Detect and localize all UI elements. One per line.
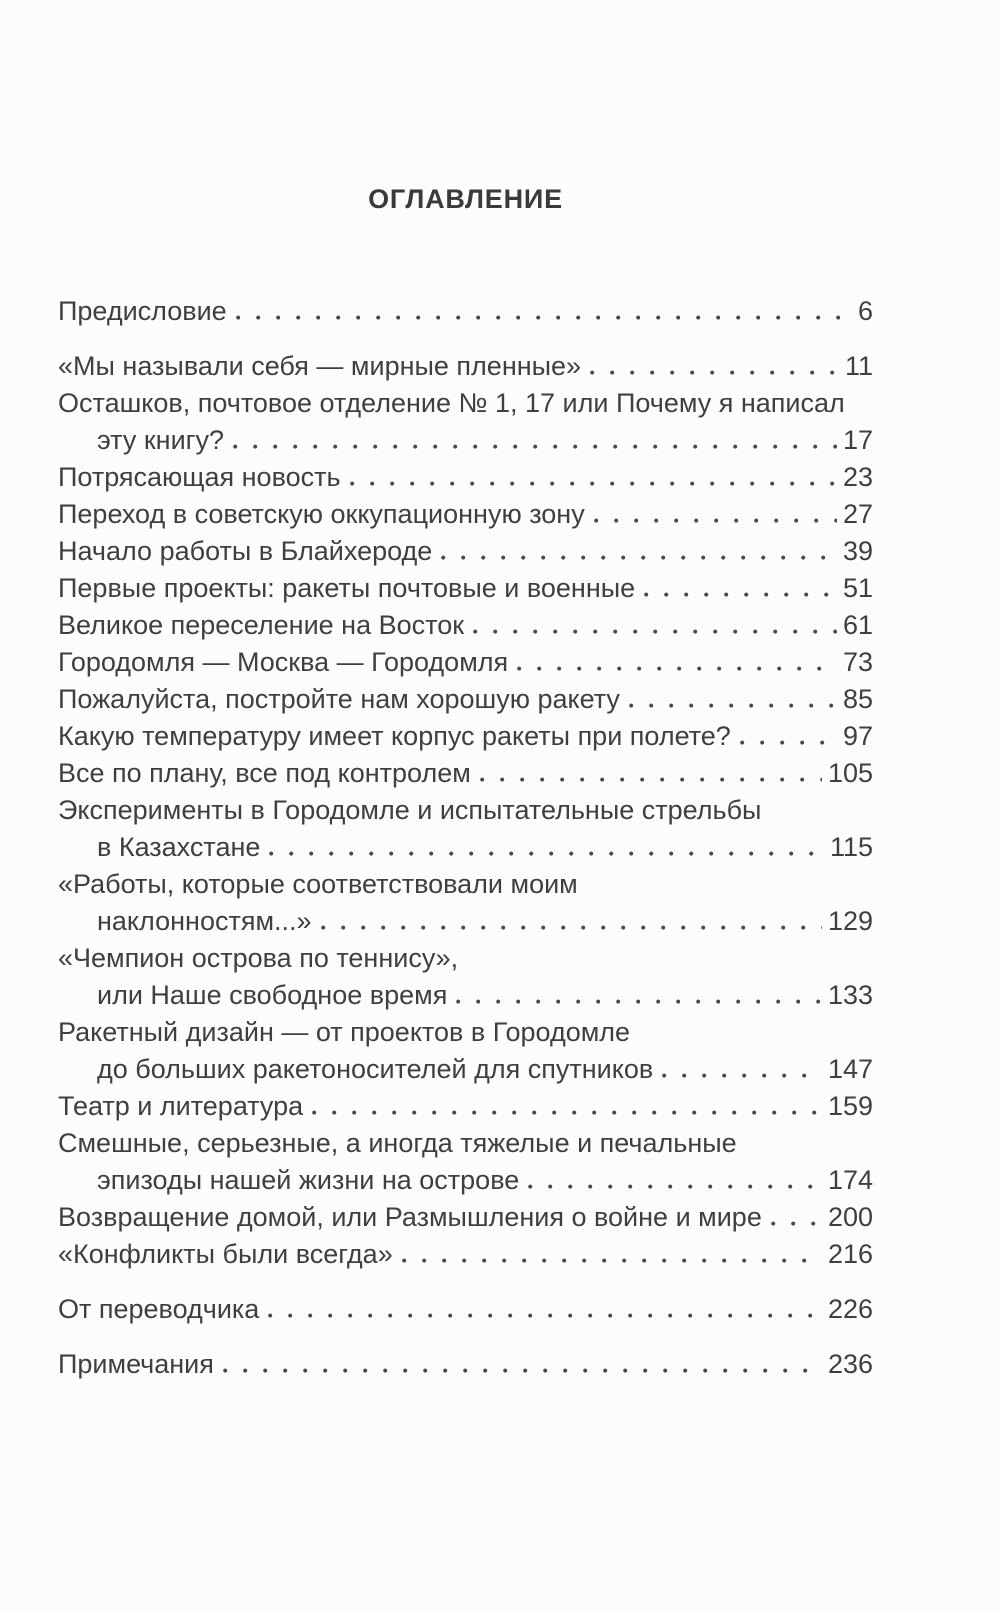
chapter-title-text: Переход в советскую оккупационную зону [58,499,585,529]
chapter-title-text: Осташков, почтовое отделение № 1, 17 или Почему я написал [58,388,845,418]
chapter-title-text: Предисловие [58,296,227,326]
toc-line [58,1162,873,1199]
toc-line [58,570,873,607]
chapter-title-text: до больших ракетоносителей для спутников [97,1054,654,1084]
toc-entry [58,385,873,459]
toc-entry [58,459,873,496]
dot-leader [236,304,852,320]
toc-line [58,977,873,1014]
page-number: 105 [827,758,873,788]
toc-line [58,1125,873,1162]
dot-leader [517,655,837,671]
dot-leader [594,507,837,523]
toc-line [58,607,873,644]
toc-line [58,1199,873,1236]
page-number: 216 [827,1239,873,1269]
toc-line [58,459,873,496]
toc-entry [58,1088,873,1125]
toc-line [58,1236,873,1273]
chapter-title-text: Эксперименты в Городомле и испытательные стрельбы [58,795,762,825]
toc-entry [58,755,873,792]
toc-line [58,718,873,755]
page-number: 97 [842,721,873,751]
dot-leader [312,1099,822,1115]
toc-line [58,792,873,829]
toc-entry [58,293,873,330]
page-number: 236 [827,1349,873,1379]
toc-line [58,829,873,866]
dot-leader [402,1247,822,1263]
toc-line [58,940,873,977]
chapter-title-text: эту книгу? [97,425,225,455]
toc-line [58,293,873,330]
toc-line [58,533,873,570]
page-number: 27 [842,499,873,529]
toc-line [58,681,873,718]
chapter-title-text: Великое переселение на Восток [58,610,465,640]
toc-line [58,1051,873,1088]
toc-entry [58,1291,873,1328]
page-number: 226 [827,1294,873,1324]
page-title: ОГЛАВЛЕНИЕ [368,184,563,214]
toc-line [58,1088,873,1125]
toc-entry [58,1014,873,1088]
chapter-title-text: Театр и литература [58,1091,304,1121]
toc-entry [58,607,873,644]
page-number: 147 [827,1054,873,1084]
dot-leader [350,470,837,486]
page-number: 73 [842,647,873,677]
toc-line [58,1346,873,1383]
toc-entry [58,496,873,533]
page-number: 133 [827,980,873,1010]
chapter-title-text: «Чемпион острова по теннису», [58,943,459,973]
dot-leader [233,433,837,449]
dot-leader [740,729,837,745]
dot-leader [480,766,822,782]
dot-leader [441,544,837,560]
page-number: 11 [844,351,873,381]
page-number: 129 [827,906,873,936]
toc-line [58,1291,873,1328]
toc-line [58,385,873,422]
chapter-title-text: Все по плану, все под контролем [58,758,471,788]
chapter-title-text: Какую температуру имеет корпус ракеты при полете? [58,721,731,751]
chapter-title-text: От переводчика [58,1294,260,1324]
dot-leader [590,359,839,375]
chapter-title-text: Потрясающая новость [58,462,341,492]
chapter-title-text: Примечания [58,1349,214,1379]
page-number: 85 [842,684,873,714]
toc-entry [58,533,873,570]
toc-entry [58,348,873,385]
toc-line [58,348,873,385]
toc-entry [58,570,873,607]
chapter-title-text: эпизоды нашей жизни на острове [97,1165,520,1195]
dot-leader [629,692,837,708]
dot-leader [269,840,824,856]
page-number: 61 [842,610,873,640]
chapter-title-text: «Мы называли себя — мирные пленные» [58,351,582,381]
toc-entry [58,940,873,1014]
dot-leader [771,1210,822,1226]
chapter-title-text: Городомля — Москва — Городомля [58,647,509,677]
page-number: 6 [857,296,873,326]
page-number: 17 [842,425,873,455]
toc-line [58,903,873,940]
dot-leader [223,1357,822,1373]
chapter-title-text: наклонностям...» [97,906,312,936]
toc-entry [58,644,873,681]
dot-leader [268,1302,822,1318]
toc-entry [58,866,873,940]
toc-entry [58,1125,873,1199]
dot-leader [644,581,837,597]
dot-leader [662,1062,822,1078]
toc-entry [58,1236,873,1273]
toc-entry [58,681,873,718]
dot-leader [321,914,822,930]
dot-leader [473,618,837,634]
dot-leader [456,988,822,1004]
page-number: 115 [829,832,873,862]
toc-line [58,422,873,459]
toc-line [58,866,873,903]
toc-line [58,644,873,681]
chapter-title-text: Смешные, серьезные, а иногда тяжелые и печальные [58,1128,737,1158]
toc-line [58,496,873,533]
toc-entry [58,792,873,866]
page-number: 174 [827,1165,873,1195]
chapter-title-text: Возвращение домой, или Размышления о войне и мире [58,1202,762,1232]
page-number: 39 [842,536,873,566]
chapter-title-text: Ракетный дизайн — от проектов в Городомле [58,1017,631,1047]
toc-entry [58,718,873,755]
page-number: 51 [842,573,873,603]
dot-leader [528,1173,822,1189]
chapter-title-text: «Работы, которые соответствовали моим [58,869,578,899]
chapter-title-text: Начало работы в Блайхероде [58,536,433,566]
toc-list [58,293,873,1383]
chapter-title-text: или Наше свободное время [97,980,448,1010]
chapter-title-text: Первые проекты: ракеты почтовые и военные [58,573,636,603]
toc-line [58,755,873,792]
toc-line [58,1014,873,1051]
page-number: 200 [827,1202,873,1232]
toc-entry [58,1346,873,1383]
chapter-title-text: Пожалуйста, постройте нам хорошую ракету [58,684,620,714]
page-number: 159 [827,1091,873,1121]
chapter-title-text: в Казахстане [97,832,261,862]
toc-entry [58,1199,873,1236]
page-number: 23 [842,462,873,492]
chapter-title-text: «Конфликты были всегда» [58,1239,393,1269]
